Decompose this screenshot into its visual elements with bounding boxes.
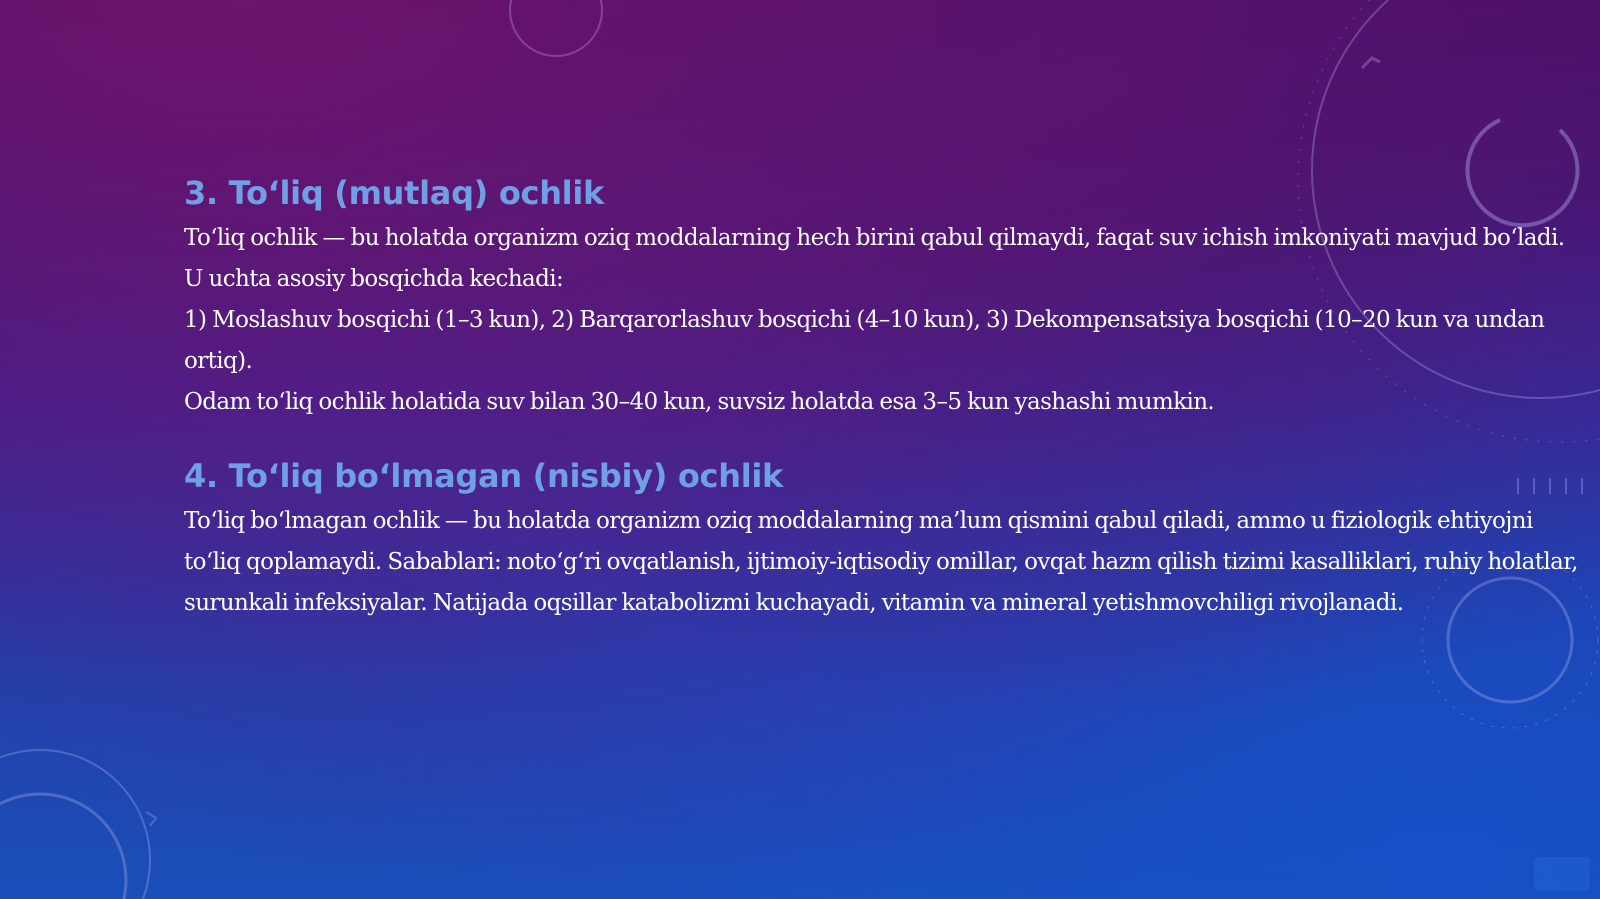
- section-heading: 3. To‘liq (mutlaq) ochlik: [184, 174, 605, 212]
- deco-ring-bottom-left-inner: [0, 794, 126, 899]
- section-heading: 4. To‘liq bo‘lmagan (nisbiy) ochlik: [184, 457, 784, 495]
- deco-arrow-mark-2: [146, 812, 156, 826]
- section-spacer: [184, 423, 1584, 455]
- section-partial-starvation: [184, 455, 1584, 624]
- deco-ring-bottom-left: [0, 750, 150, 899]
- section-paragraph: 1) Moslashuv bosqichi (1–3 kun), 2) Barqarorlashuv bosqichi (4–10 kun), 3) Dekompensatsiya bosqichi (10–20 kun va undan ortiq).: [184, 307, 1545, 374]
- section-paragraph: Odam to‘liq ochlik holatida suv bilan 30–40 kun, suvsiz holatda esa 3–5 kun yashashi mumkin.: [184, 389, 1215, 415]
- deco-arrow-mark: [1362, 58, 1380, 68]
- deco-ring-top: [510, 0, 602, 56]
- slide-content: [184, 172, 1584, 624]
- section-paragraph: To‘liq ochlik — bu holatda organizm oziq moddalarning hech birini qabul qilmaydi, faqat suv ichish imkoniyati mavjud bo‘ladi. U uchta asosiy bosqichda kechadi:: [184, 225, 1565, 292]
- slide-nav-overlay[interactable]: [1534, 857, 1590, 891]
- section-complete-starvation: [184, 172, 1584, 423]
- section-paragraph: To‘liq bo‘lmagan ochlik — bu holatda organizm oziq moddalarning ma’lum qismini qabul qiladi, ammo u fiziologik ehtiyojni to‘liq qoplamaydi. Sabablari: noto‘g‘ri ovqatlanish, ijtimoiy-iqtisodiy omillar, ovqat hazm qilish tizimi kasalliklari, ruhiy holatlar, surunkali infeksiyalar. Natijada oqsillar katabolizmi kuchayadi, vitamin va mineral yetishmovchiligi rivojlanadi.: [184, 508, 1578, 616]
